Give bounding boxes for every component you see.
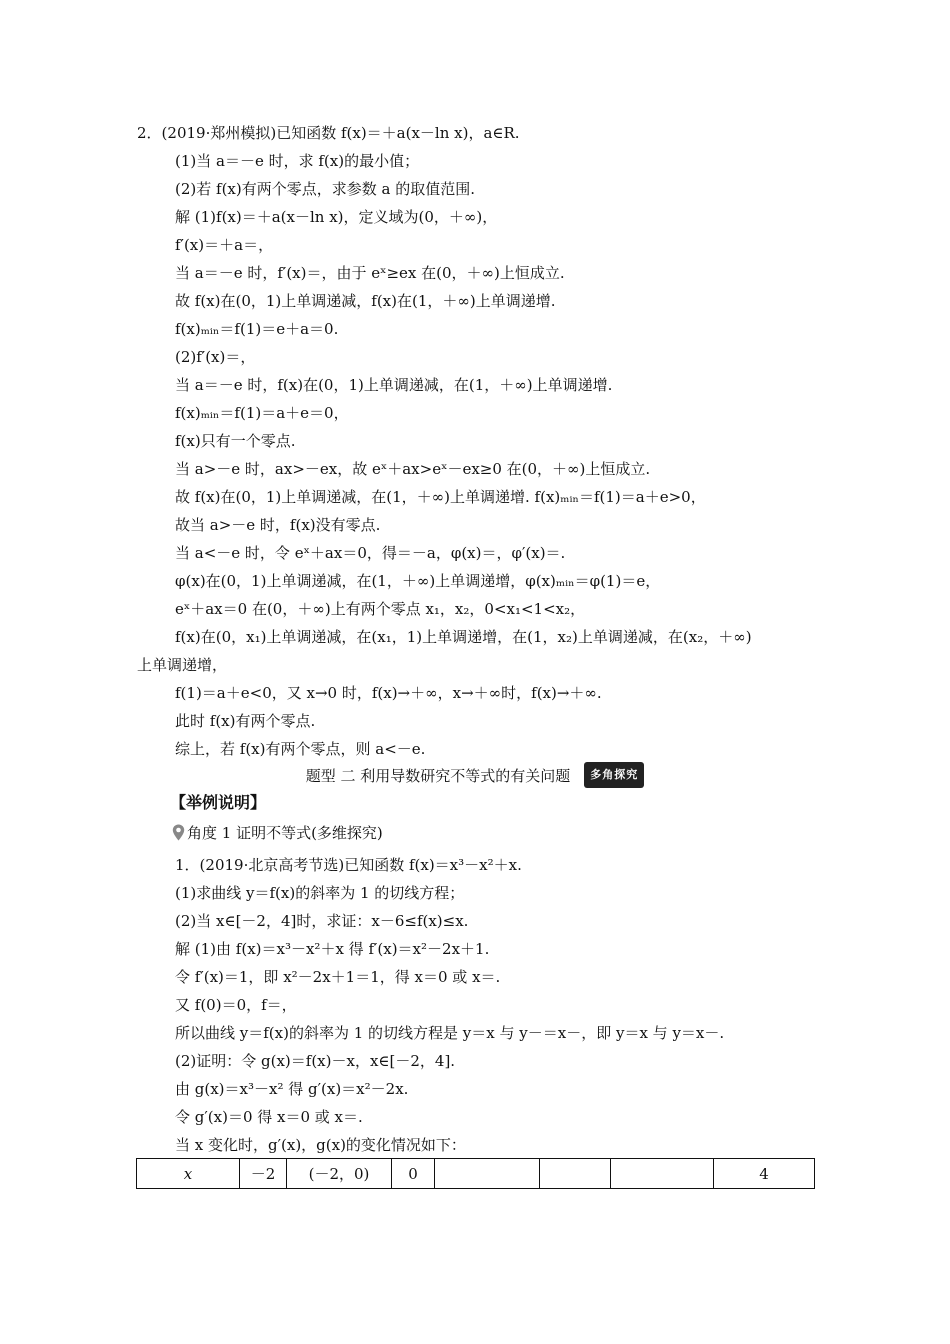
section-tag: 多角探究 (584, 762, 644, 788)
text-line: 故 f(x)在(0，1)上单调递减，在(1，＋∞)上单调递增. f(x)ₘᵢₙ＝f(1)＝a＋e>0， (175, 488, 706, 506)
table-cell (540, 1159, 611, 1189)
text-line: f(x)ₘᵢₙ＝f(1)＝a＋e＝0， (175, 404, 349, 422)
text-line: 又 f(0)＝0，f＝， (175, 996, 297, 1014)
text-line: 故当 a>－e 时，f(x)没有零点. (175, 516, 381, 534)
table-row (137, 1159, 815, 1189)
text-line: 令 f′(x)＝1，即 x²－2x＋1＝1，得 x＝0 或 x＝. (175, 968, 501, 986)
text-line: f(x)只有一个零点. (175, 432, 296, 450)
section-heading (0, 762, 950, 788)
table-cell: －2 (240, 1159, 287, 1189)
table-cell (435, 1159, 540, 1189)
text-line: eˣ＋ax＝0 在(0，＋∞)上有两个零点 x₁，x₂，0<x₁<1<x₂， (175, 600, 586, 618)
text-line: 综上，若 f(x)有两个零点，则 a<－e. (175, 740, 426, 758)
text-line: 令 g′(x)＝0 得 x＝0 或 x＝. (175, 1108, 363, 1126)
text-line: 当 x 变化时，g′(x)，g(x)的变化情况如下： (175, 1136, 466, 1154)
text-line: (1)求曲线 y＝f(x)的斜率为 1 的切线方程； (175, 884, 465, 902)
text-line: 当 a＝－e 时，f′(x)＝，由于 eˣ≥ex 在(0，＋∞)上恒成立. (175, 264, 565, 282)
text-line: φ(x)在(0，1)上单调递减，在(1，＋∞)上单调递增，φ(x)ₘᵢₙ＝φ(1)＝e， (175, 572, 661, 590)
text-line: (2)f′(x)＝， (175, 348, 256, 366)
text-line: f(x)在(0，x₁)上单调递减，在(x₁，1)上单调递增，在(1，x₂)上单调递减，在(x₂，＋∞) (175, 628, 752, 646)
table-cell: 0 (392, 1159, 435, 1189)
text-line: 解 (1)由 f(x)＝x³－x²＋x 得 f′(x)＝x²－2x＋1. (175, 940, 490, 958)
text-line: f′(x)＝＋a＝， (175, 236, 274, 254)
example-label: 【举例说明】 (170, 793, 267, 812)
text-line: 当 a<－e 时，令 eˣ＋ax＝0，得＝－a，φ(x)＝，φ′(x)＝. (175, 544, 566, 562)
text-line: 2．(2019·郑州模拟)已知函数 f(x)＝＋a(x－ln x)，a∈R. (137, 124, 520, 142)
text-line: 1．(2019·北京高考节选)已知函数 f(x)＝x³－x²＋x. (175, 856, 522, 874)
table-cell: (－2，0) (287, 1159, 392, 1189)
text-line: (2)证明：令 g(x)＝f(x)－x，x∈[－2，4]. (175, 1052, 456, 1070)
table-cell: x (137, 1159, 240, 1189)
text-line: 解 (1)f(x)＝＋a(x－ln x)，定义域为(0，＋∞)， (175, 208, 498, 226)
section-title: 题型 二 利用导数研究不等式的有关问题 (305, 767, 571, 785)
table-cell (611, 1159, 714, 1189)
angle-label: 角度 1 证明不等式(多维探究) (187, 824, 383, 842)
text-line: 此时 f(x)有两个零点. (175, 712, 316, 730)
text-line: (2)若 f(x)有两个零点，求参数 a 的取值范围. (175, 180, 475, 198)
text-line: 所以曲线 y＝f(x)的斜率为 1 的切线方程是 y＝x 与 y－＝x－，即 y＝x 与 y＝x－. (175, 1024, 725, 1042)
angle-heading (172, 823, 383, 843)
text-line: 上单调递增， (137, 656, 228, 674)
text-line: 故 f(x)在(0，1)上单调递减，f(x)在(1，＋∞)上单调递增. (175, 292, 556, 310)
text-line: 当 a＝－e 时，f(x)在(0，1)上单调递减，在(1，＋∞)上单调递增. (175, 376, 613, 394)
text-line: f(1)＝a＋e<0，又 x→0 时，f(x)→＋∞，x→＋∞时，f(x)→＋∞. (175, 684, 602, 702)
table-cell: 4 (714, 1159, 815, 1189)
variation-table (136, 1158, 815, 1189)
text-line: f(x)ₘᵢₙ＝f(1)＝e＋a＝0. (175, 320, 339, 338)
text-line: (1)当 a＝－e 时，求 f(x)的最小值； (175, 152, 420, 170)
text-line: 当 a>－e 时，ax>－ex，故 eˣ＋ax>eˣ－ex≥0 在(0，＋∞)上恒成立. (175, 460, 651, 478)
location-pin-icon (172, 824, 185, 841)
text-line: 由 g(x)＝x³－x² 得 g′(x)＝x²－2x. (175, 1080, 409, 1098)
text-line: (2)当 x∈[－2，4]时，求证：x－6≤f(x)≤x. (175, 912, 469, 930)
